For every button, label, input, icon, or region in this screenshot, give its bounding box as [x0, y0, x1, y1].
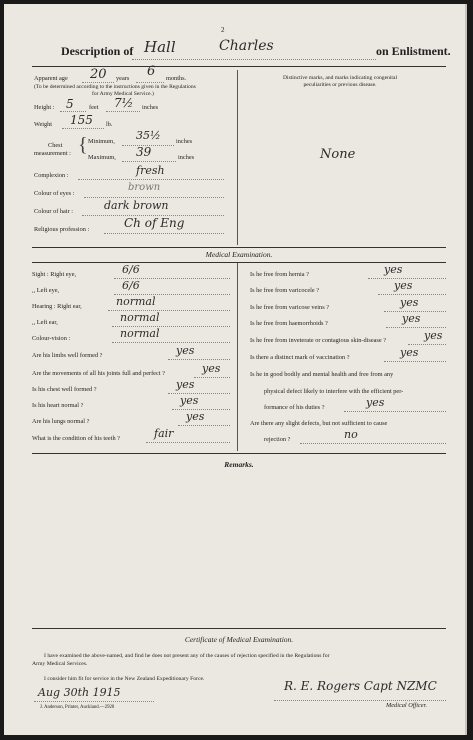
age-years-value: 20: [90, 67, 107, 82]
fit-question-line-1: Is he in good bodily and mental health and free from any: [250, 371, 394, 378]
fit-value: yes: [366, 396, 385, 409]
religion-line: [104, 233, 224, 234]
medical-right-value: yes: [400, 346, 419, 359]
corner-mark: 2: [221, 26, 225, 34]
defects-question-line-1: Are there any slight defects, but not sufficient to cause: [250, 420, 388, 427]
lb-label: lb.: [106, 121, 113, 128]
height-feet-line: [60, 111, 86, 112]
weight-line: [62, 128, 104, 129]
age-months-line: [136, 82, 164, 83]
fit-question-line-3: formance of his duties ?: [264, 404, 325, 411]
medical-heading: Medical Examination.: [205, 250, 273, 259]
signature-line: [274, 700, 446, 701]
medical-left-label: Is his chest well formed ?: [32, 386, 97, 393]
medical-left-value: fair: [154, 427, 174, 440]
medical-left-label: What is the condition of his teeth ?: [32, 435, 120, 442]
medical-right-line: [378, 294, 446, 295]
height-label: Height :: [34, 104, 55, 111]
certificate-text-1: I have examined the above-named, and find he does not present any of the causes of rejection specified in the Regulations for: [44, 653, 330, 659]
age-years-line: [82, 82, 114, 83]
medical-right-value: yes: [400, 296, 419, 309]
form-title-left: Description of: [61, 44, 134, 58]
medical-left-line: [194, 377, 230, 378]
medical-right-label: Is he free from haemorrhoids ?: [250, 320, 328, 327]
eyes-line: [84, 197, 224, 198]
medical-left-value: normal: [116, 295, 156, 308]
date-line: [34, 701, 154, 702]
medical-officer-signature: R. E. Rogers Capt NZMC: [284, 679, 437, 693]
medical-right-line: [408, 344, 446, 345]
religion-label: Religious profession :: [34, 226, 90, 233]
chest-min-inches-label: inches: [176, 138, 193, 145]
chest-label-1: Chest: [48, 142, 63, 149]
medical-left-value: 6/6: [122, 279, 140, 292]
age-note-line-1: (To be determined according to the instructions given in the Regulations: [34, 84, 196, 90]
medical-left-label: Sight : Right eye,: [32, 271, 77, 278]
medical-right-label: Is he free from varicose veins ?: [250, 304, 330, 311]
medical-right-line: [386, 327, 446, 328]
chest-maximum-label: Maximum,: [88, 154, 116, 161]
height-feet-value: 5: [66, 97, 74, 111]
chest-minimum-label: Minimum,: [88, 138, 115, 145]
medical-right-label: Is he free from inveterate or contagious skin-disease ?: [250, 337, 387, 344]
weight-value: 155: [70, 113, 93, 127]
complexion-value: fresh: [136, 164, 165, 177]
hair-value: dark brown: [104, 199, 169, 212]
medical-right-value: yes: [424, 329, 443, 342]
medical-left-value: yes: [176, 344, 195, 357]
eyes-value: brown: [128, 182, 161, 193]
medical-right-label: Is there a distinct mark of vaccination ?: [250, 354, 350, 361]
medical-left-label: Are his lungs normal ?: [32, 418, 90, 425]
chest-label-2: measurement :: [34, 150, 71, 157]
certificate-heading: Certificate of Medical Examination.: [184, 635, 294, 644]
medical-left-line: [146, 442, 230, 443]
medical-right-line: [384, 361, 446, 362]
surname-value: Hall: [144, 38, 176, 56]
medical-left-value: yes: [202, 362, 221, 375]
medical-left-line: [168, 393, 230, 394]
chest-brace: {: [78, 134, 88, 156]
chest-max-value: 39: [136, 145, 152, 159]
form-title-right: on Enlistment.: [376, 44, 451, 58]
religion-value: Ch of Eng: [124, 216, 185, 230]
apparent-age-label: Apparent age: [34, 75, 68, 82]
top-column-divider: [237, 70, 238, 245]
inches-label: inches: [142, 104, 159, 111]
remarks-heading: Remarks.: [224, 460, 254, 469]
weight-label: Weight: [34, 121, 53, 128]
medical-left-value: yes: [180, 394, 199, 407]
defects-value: no: [344, 428, 358, 441]
medical-left-label: Colour-vision :: [32, 335, 71, 342]
certificate-date: Aug 30th 1915: [38, 686, 121, 699]
medical-right-value: yes: [394, 279, 413, 292]
name-underline: [132, 59, 376, 60]
height-inches-value: 7½: [114, 96, 134, 110]
age-note-line-2: for Army Medical Service.): [92, 91, 154, 97]
certificate-text-3: I consider him fit for service in the New Zealand Expeditionary Force.: [44, 676, 205, 682]
eyes-label: Colour of eyes :: [34, 190, 75, 197]
certificate-text-2: Army Medical Services.: [32, 661, 88, 667]
medical-left-label: Are his limbs well formed ?: [32, 352, 103, 359]
months-label: months.: [166, 75, 187, 82]
hair-label: Colour of hair :: [34, 208, 73, 215]
printer-imprint: J. Anderson, Printer, Auckland.—2928: [40, 705, 115, 710]
medical-left-value: normal: [120, 327, 160, 340]
height-inches-line: [106, 111, 140, 112]
given-name-value: Charles: [219, 38, 274, 54]
medical-column-divider: [237, 263, 238, 451]
medical-right-label: Is he free from hernia ?: [250, 271, 309, 278]
enlistment-form-page: [4, 4, 467, 735]
medical-right-label: Is he free from varicocele ?: [250, 287, 320, 294]
defects-question-line-2: rejection ?: [264, 436, 291, 443]
distinctive-header-2: peculiarities or previous disease.: [303, 82, 377, 88]
medical-top-rule: [32, 247, 446, 248]
chest-max-inches-label: inches: [178, 154, 195, 161]
remarks-area: [32, 474, 446, 624]
medical-left-label: Are the movements of all his joints full and perfect ?: [32, 370, 165, 377]
age-months-value: 6: [147, 64, 156, 79]
fit-question-line-2: physical defect likely to interfere with the efficient per-: [264, 388, 404, 395]
distinctive-header-1: Distinctive marks, and marks indicating congenital: [282, 75, 398, 81]
years-label: years: [116, 75, 130, 82]
remarks-top-rule: [32, 453, 446, 454]
medical-left-value: normal: [120, 311, 160, 324]
medical-left-value: 6/6: [122, 263, 140, 276]
complexion-line: [78, 179, 224, 180]
distinctive-value: None: [320, 147, 356, 162]
complexion-label: Complexion :: [34, 172, 69, 179]
defects-line: [300, 443, 446, 444]
medical-left-label: ,, Left ear,: [32, 319, 58, 326]
medical-left-value: yes: [186, 410, 205, 423]
certificate-top-rule: [32, 628, 446, 629]
medical-left-line: [168, 359, 230, 360]
medical-left-line: [178, 425, 230, 426]
medical-left-label: Is his heart normal ?: [32, 402, 84, 409]
fit-line: [344, 411, 446, 412]
medical-right-value: yes: [402, 312, 421, 325]
chest-max-line: [122, 161, 176, 162]
medical-left-line: [112, 342, 230, 343]
chest-min-value: 35½: [136, 129, 161, 142]
medical-officer-label: Medical Officer.: [386, 702, 427, 709]
medical-left-value: yes: [176, 378, 195, 391]
feet-label: feet: [89, 104, 99, 111]
medical-left-label: Hearing : Right ear,: [32, 303, 82, 310]
medical-right-value: yes: [384, 263, 403, 276]
medical-left-label: ,, Left eye,: [32, 287, 60, 294]
